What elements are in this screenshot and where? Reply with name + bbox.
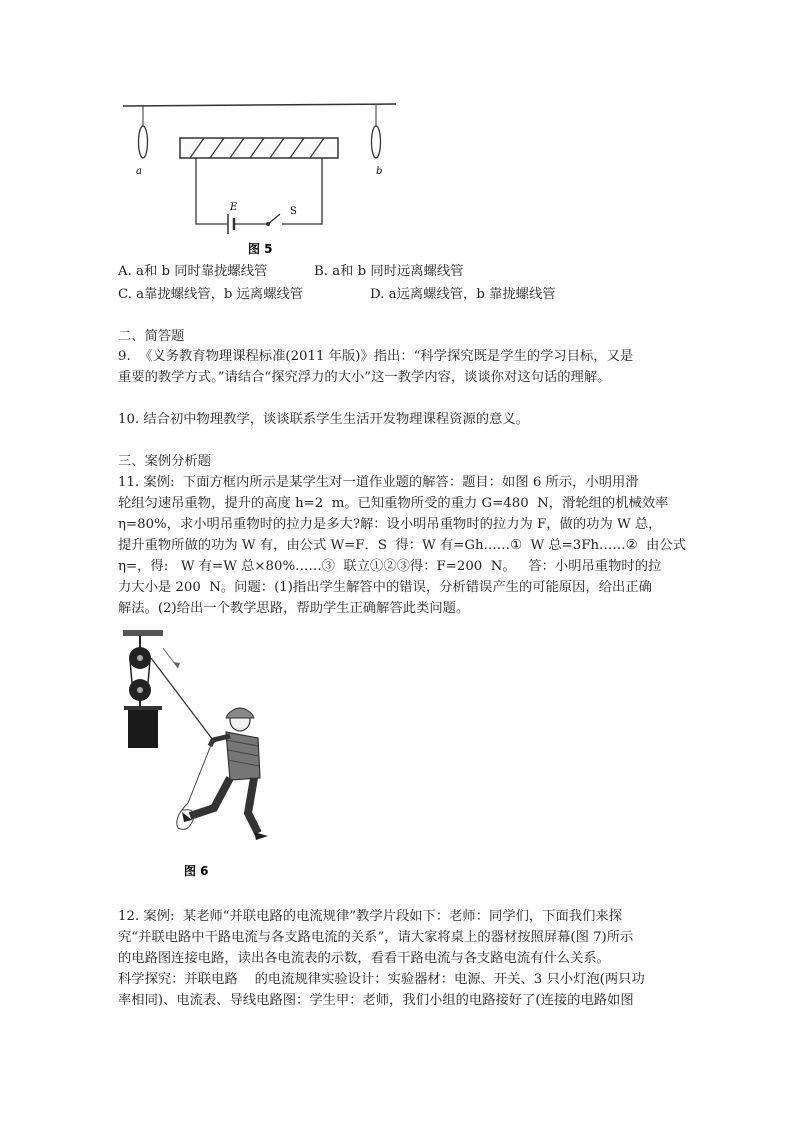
- label-b: b: [376, 166, 383, 177]
- label-e: E: [230, 202, 238, 213]
- q9-line-2: 重要的教学方式。”请结合“探究浮力的大小”这一教学内容，谈谈你对这句话的理解。: [118, 370, 611, 385]
- switch-lever: [268, 214, 280, 224]
- q11-line-1: 11. 案例: 下面方框内所示是某学生对一道作业题的解答：题目：如图 6 所示，小明用滑: [118, 475, 639, 490]
- section2-title: 二、简答题: [118, 329, 185, 344]
- figure-5: [118, 96, 403, 256]
- q11-line-7: 解法。(2)给出一个教学思路，帮助学生正确解答此类问题。: [118, 601, 470, 616]
- beam: [123, 630, 163, 636]
- figure5-caption: 图 5: [248, 242, 273, 256]
- q11-line-4: 提升重物所做的功为 W 有，由公式 W=F．S 得：W 有=Gh……① W 总=3Fh……② 由公式: [118, 538, 686, 553]
- option-c: C. a靠拢螺线管，b 远离螺线管: [118, 287, 304, 302]
- q11-line-3: η=80%，求小明吊重物时的拉力是多大?解：设小明吊重物时的拉力为 F，做的功为 W 总，: [118, 517, 662, 532]
- q12-line-1: 12. 案例: 某老师“并联电路的电流规律”教学片段如下：老师：同学们，下面我们来探: [118, 909, 622, 924]
- q11-line-2: 轮组匀速吊重物，提升的高度 h=2 m。已知重物所受的重力 G=480 N，滑轮组的机械效率: [118, 496, 669, 511]
- figure6-caption: 图 6: [184, 864, 209, 878]
- q12-line-5: 率相同)、电流表、导线电路图：学生甲：老师，我们小组的电路接好了(连接的电路如图: [118, 993, 634, 1008]
- weight: [128, 708, 158, 748]
- q12-line-4: 科学探究：并联电路 的电流规律实验设计：实验器材：电源、开关、3 只小灯泡(两只功: [118, 972, 645, 987]
- figure-6: [118, 628, 278, 883]
- q11-line-5: η=，得: W 有=W 总×80%……③ 联立①②③得：F=200 N。 答：小明吊重物时的拉: [118, 559, 662, 574]
- q9-line-1: 9. 《义务教育物理课程标准(2011 年版)》指出：“科学探究既是学生的学习目标，又是: [118, 349, 634, 364]
- q12-line-2: 究“并联电路中干路电流与各支路电流的关系”，请大家将桌上的器材按照屏幕(图 7)所示: [118, 930, 634, 945]
- label-s: S: [290, 206, 297, 217]
- boy: [182, 708, 268, 840]
- option-a: A. a和 b 同时靠拢螺线管: [118, 264, 268, 279]
- option-b: B. a和 b 同时远离螺线管: [314, 264, 464, 279]
- option-d: D. a远离螺线管，b 靠拢螺线管: [370, 287, 556, 302]
- section3-title: 三、案例分析题: [118, 454, 212, 469]
- circuit-wire: [196, 158, 228, 224]
- solenoid: [180, 138, 338, 158]
- q11-line-6: 力大小是 200 N。问题：(1)指出学生解答中的错误，分析错误产生的可能原因，给出正确: [118, 580, 652, 595]
- rope: [151, 658, 213, 740]
- q10: 10. 结合初中物理教学，谈谈联系学生生活开发物理课程资源的意义。: [118, 412, 529, 427]
- q12-line-3: 的电路图连接电路，读出各电流表的示数，看看干路电流与各支路电流有什么关系。: [118, 951, 610, 966]
- ring-a: [139, 126, 148, 158]
- circuit-wire-3: [282, 158, 322, 224]
- ring-b: [372, 126, 381, 158]
- label-a: a: [136, 166, 142, 177]
- support-rod: [123, 104, 396, 106]
